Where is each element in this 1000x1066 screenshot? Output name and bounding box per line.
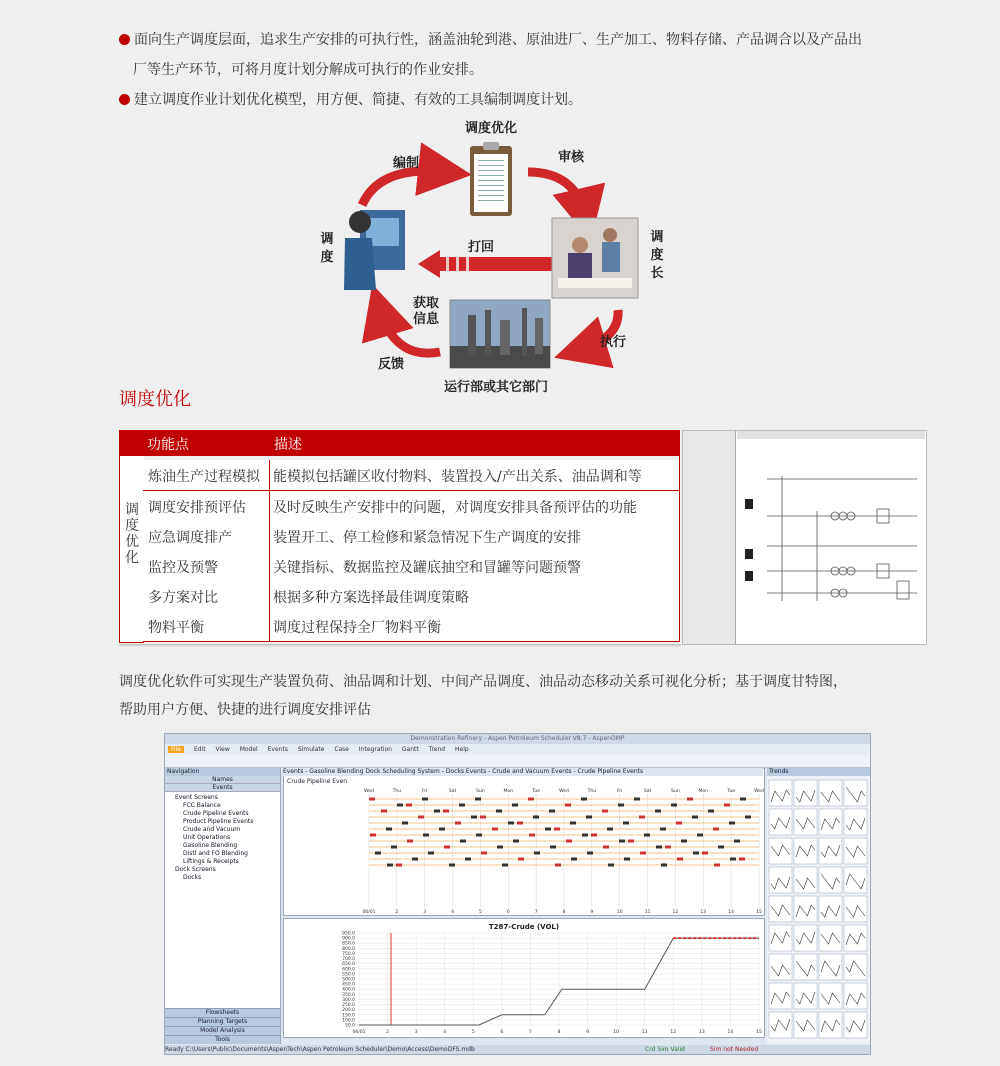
menu-trend[interactable]: Trend (428, 746, 446, 753)
gantt-event (512, 804, 518, 807)
gantt-event (708, 810, 714, 813)
trend-thumbnail (769, 925, 792, 951)
gantt-event (459, 804, 465, 807)
tree-item[interactable]: Crude Pipeline Events (183, 810, 249, 817)
gantt-event (692, 816, 698, 819)
gantt-event (660, 828, 666, 831)
gantt-x-tick: 9 (590, 910, 594, 915)
navigation-pane (165, 768, 281, 1044)
status-valid: Crd Sim Valid (645, 1046, 685, 1053)
gantt-event (529, 834, 535, 837)
gantt-event (423, 834, 429, 837)
bullet-1 (119, 26, 862, 54)
row-desc: 关键指标、数据监控及罐底抽空和冒罐等问题预警 (273, 560, 581, 576)
gantt-event (465, 858, 471, 861)
trend-thumbnail (794, 896, 817, 922)
trends-header: Trends (767, 768, 870, 776)
description-paragraph (119, 668, 909, 724)
gantt-event (518, 858, 524, 861)
trend-thumbnail (769, 867, 792, 893)
trend-x-tick: 4 (443, 1030, 447, 1035)
gantt-event (422, 798, 428, 801)
gantt-event (734, 840, 740, 843)
gantt-event (603, 846, 609, 849)
row-feature: 多方案对比 (148, 590, 218, 606)
gantt-day-label: Thu (587, 789, 597, 794)
menu-file[interactable]: File (168, 746, 184, 753)
gantt-day-label: Wed (559, 789, 569, 794)
gantt-event (444, 846, 450, 849)
gantt-x-tick: 7 (534, 910, 538, 915)
tree-item[interactable]: Dock Screens (175, 866, 216, 873)
gantt-event (406, 804, 412, 807)
trend-x-tick: 8 (557, 1030, 561, 1035)
gantt-event (418, 816, 424, 819)
row-desc: 调度过程保持全厂物料平衡 (273, 620, 441, 636)
gantt-event (397, 804, 403, 807)
trend-x-tick: 14 (727, 1030, 734, 1035)
trend-drawing (284, 919, 764, 1037)
gantt-x-tick: 15 (756, 910, 762, 915)
cycle-obtain-label: 获取信息 (412, 296, 439, 327)
trend-chart (283, 918, 765, 1038)
tree-item[interactable]: Distl and FO Blending (183, 850, 248, 857)
tree-item[interactable]: Event Screens (175, 794, 218, 801)
gantt-event (640, 852, 646, 855)
gantt-event (586, 816, 592, 819)
gantt-event (681, 840, 687, 843)
menu-events[interactable]: Events (267, 746, 288, 753)
gantt-event (745, 816, 751, 819)
gantt-event (656, 846, 662, 849)
gantt-event (528, 798, 534, 801)
gantt-event (412, 858, 418, 861)
gantt-event (369, 798, 375, 801)
document-tabs[interactable]: Events - Gasoline Blending Dock Scheduling System - Docks Events - Crude and Vacuum Events - Crude Pipeline Events (283, 768, 763, 776)
menu-edit[interactable]: Edit (193, 746, 206, 753)
status-bar (165, 1045, 870, 1054)
gantt-event (455, 822, 461, 825)
gantt-event (554, 828, 560, 831)
arrow-compile (362, 171, 445, 205)
gantt-event (671, 804, 677, 807)
nav-footer (165, 1008, 280, 1044)
tree-item[interactable]: Unit Operations (183, 834, 231, 841)
gantt-x-tick: 3 (423, 910, 427, 915)
gantt-event (591, 834, 597, 837)
gantt-event (581, 798, 587, 801)
cycle-top-label: 调度优化 (464, 121, 517, 136)
trend-x-tick: 12 (670, 1030, 677, 1035)
gantt-event (370, 834, 376, 837)
gantt-event (481, 852, 487, 855)
gantt-event (391, 846, 397, 849)
cycle-dispatcher-label: 调度 (320, 232, 334, 265)
gantt-x-tick: 11 (644, 910, 651, 915)
cycle-compile-label: 编制 (393, 156, 420, 171)
table-row (143, 611, 680, 642)
gantt-event (697, 834, 703, 837)
trend-y-tick: 100.0 (342, 1018, 355, 1024)
trend-title: T287-Crude (VOL) (488, 923, 560, 931)
app-menubar (165, 744, 870, 755)
gantt-event (496, 810, 502, 813)
gantt-day-label: Fri (617, 789, 623, 794)
trend-thumbnail (794, 809, 817, 835)
gantt-event (623, 822, 629, 825)
tree-item[interactable]: Gasoline Blending (183, 842, 238, 849)
row-desc: 能模拟包括罐区收付物料、装置投入/产出关系、油品调和等 (273, 469, 642, 485)
status-sim: Sim not Needed (710, 1046, 759, 1053)
gantt-event (434, 810, 440, 813)
menu-help[interactable]: Help (455, 746, 469, 753)
app-toolbar (165, 755, 870, 768)
gantt-event (428, 852, 434, 855)
gantt-event (497, 846, 503, 849)
trend-y-tick: 250.0 (342, 1003, 355, 1009)
tree-item[interactable]: Product Pipeline Events (183, 818, 254, 825)
gantt-event (607, 828, 613, 831)
table-header-desc: 描述 (274, 437, 302, 453)
trends-panel (767, 768, 870, 1044)
row-desc: 及时反映生产安排中的问题，对调度安排具备预评估的功能 (273, 500, 637, 516)
gantt-event (513, 840, 519, 843)
gantt-day-label: Wed (754, 789, 764, 794)
gantt-event (545, 828, 551, 831)
trend-thumbnail (819, 809, 842, 835)
gantt-event (375, 852, 381, 855)
trend-thumbnail (769, 954, 792, 980)
bullet-1-text: 面向生产调度层面，追求生产安排的可执行性，涵盖油轮到港、原油进厂、生产加工、物料存储、产品调合以及产品出 (134, 32, 862, 48)
dispatcher-illustration (344, 210, 405, 290)
trend-thumbnail (844, 954, 867, 980)
gantt-event (407, 840, 413, 843)
gantt-event (740, 798, 746, 801)
menu-gantt[interactable]: Gantt (401, 746, 419, 753)
bullet-dot-icon (119, 34, 130, 45)
trend-y-tick: 650.0 (342, 962, 355, 968)
trend-y-tick: 700.0 (342, 957, 355, 963)
gantt-event (402, 822, 408, 825)
gantt-event (533, 816, 539, 819)
trend-y-tick: 200.0 (342, 1008, 355, 1014)
menu-model[interactable]: Model (239, 746, 258, 753)
gantt-event (624, 858, 630, 861)
trend-y-tick: 550.0 (342, 972, 355, 978)
status-path: Ready C:\Users\Public\Documents\AspenTech\Aspen Petroleum Scheduler\Demo\Access\DemoDFS.mdb (165, 1046, 475, 1053)
trend-y-tick: 900.0 (342, 936, 355, 942)
bullet-dot-icon (119, 94, 130, 105)
trend-thumbnail (819, 780, 842, 806)
gantt-day-label: Sun (671, 789, 680, 794)
gantt-day-label: Sat (448, 789, 457, 794)
menu-case[interactable]: Case (334, 746, 349, 753)
gantt-event (718, 846, 724, 849)
table-row (143, 551, 680, 582)
trend-y-tick: 450.0 (342, 982, 355, 988)
gantt-event (555, 864, 561, 867)
screen-select[interactable]: Crude Pipeline Even (287, 778, 348, 785)
gantt-event (449, 864, 455, 867)
tree-item[interactable]: FCC Balance (183, 802, 221, 809)
gantt-event (571, 858, 577, 861)
bullet-1-cont: 厂等生产环节，可将月度计划分解成可执行的作业安排。 (133, 62, 483, 78)
gantt-event (582, 834, 588, 837)
gantt-event (729, 822, 735, 825)
gantt-event (534, 852, 540, 855)
trend-thumbnail (769, 1012, 792, 1038)
trend-thumbnail (794, 925, 817, 951)
trend-thumbnail (844, 925, 867, 951)
trend-x-tick: 15 (756, 1030, 762, 1035)
gantt-event (439, 828, 445, 831)
table-side-cell (119, 456, 144, 643)
gantt-event (618, 804, 624, 807)
trend-x-tick: 3 (414, 1030, 418, 1035)
gantt-event (387, 864, 393, 867)
trend-x-tick: 7 (528, 1030, 532, 1035)
gantt-event (639, 816, 645, 819)
gantt-event (480, 816, 486, 819)
row-feature: 炼油生产过程模拟 (148, 469, 260, 485)
trend-thumbnail (794, 954, 817, 980)
gantt-x-tick: 5 (478, 910, 482, 915)
gantt-event (443, 810, 449, 813)
nav-model-analysis[interactable]: Model Analysis (165, 1026, 280, 1035)
gantt-day-label: Fri (422, 789, 428, 794)
gantt-event (460, 840, 466, 843)
gantt-x-tick: 8 (562, 910, 566, 915)
gantt-event (724, 804, 730, 807)
gantt-event (693, 852, 699, 855)
trend-y-tick: 400.0 (342, 987, 355, 993)
gantt-event (655, 810, 661, 813)
flowsheet-screenshot (682, 430, 927, 645)
nav-tab-events[interactable]: Events (165, 784, 280, 792)
gantt-drawing (284, 769, 764, 915)
trend-y-tick: 750.0 (342, 951, 355, 957)
trend-y-tick: 50.0 (344, 1023, 355, 1029)
trend-thumbnail (819, 838, 842, 864)
table-row (143, 460, 680, 491)
menu-integration[interactable]: Integration (358, 746, 392, 753)
gantt-day-label: Wed (364, 789, 374, 794)
gantt-x-tick: 13 (700, 910, 707, 915)
table-row (143, 491, 680, 522)
nav-tab-names[interactable]: Names (165, 776, 280, 784)
menu-simulate[interactable]: Simulate (297, 746, 325, 753)
gantt-event (471, 816, 477, 819)
gantt-x-tick: 6 (506, 910, 510, 915)
trend-y-tick: 850.0 (342, 941, 355, 947)
flowsheet-drawing (737, 431, 925, 644)
trend-x-tick: 6 (500, 1030, 504, 1035)
gantt-event (566, 840, 572, 843)
gantt-event (730, 858, 736, 861)
gantt-event (739, 858, 745, 861)
table-shadow (119, 644, 681, 647)
gantt-x-tick: 12 (672, 910, 679, 915)
gantt-event (644, 834, 650, 837)
gantt-event (508, 822, 514, 825)
trend-thumbnail (819, 1012, 842, 1038)
gantt-event (396, 864, 402, 867)
gantt-event (602, 810, 608, 813)
table-row (143, 581, 680, 612)
trend-thumbnails (767, 776, 870, 1042)
cycle-bottom-label: 运行部或其它部门 (443, 380, 548, 395)
gantt-event (502, 864, 508, 867)
gantt-x-tick: 2 (395, 910, 399, 915)
nav-header: Navigation (165, 768, 280, 776)
nav-planning-targets[interactable]: Planning Targets (165, 1017, 280, 1026)
gantt-event (587, 852, 593, 855)
trend-x-tick: 10 (613, 1030, 620, 1035)
row-desc: 根据多种方案选择最佳调度策略 (273, 590, 469, 606)
trend-thumbnail (844, 780, 867, 806)
paragraph-line-1: 调度优化软件可实现生产装置负荷、油品调和计划、中间产品调度、油品动态移动关系可视化分析；基于调度甘特图， (119, 674, 847, 690)
gantt-day-label: Mon (503, 789, 514, 794)
gantt-event (549, 810, 555, 813)
trend-y-tick: 350.0 (342, 992, 355, 998)
gantt-x-tick: 14 (728, 910, 735, 915)
clipboard-icon (470, 146, 512, 216)
table-header (119, 430, 680, 456)
gantt-event (628, 840, 634, 843)
trend-thumbnail (769, 983, 792, 1009)
cycle-execute-label: 执行 (600, 335, 627, 350)
gantt-event (714, 864, 720, 867)
trend-thumbnail (794, 780, 817, 806)
trend-x-tick: 13 (698, 1030, 705, 1035)
app-title: Demonstration Refinery - Aspen Petroleum Scheduler V8.7 - AspenOMP (165, 734, 870, 744)
gantt-event (570, 822, 576, 825)
table-header-feature: 功能点 (147, 437, 189, 453)
gantt-event (492, 828, 498, 831)
tree-item[interactable]: Liftings & Receipts (183, 858, 239, 865)
row-desc: 装置开工、停工检修和紧急情况下生产调度的安排 (273, 530, 581, 546)
arrow-review (528, 172, 585, 215)
gantt-event (619, 840, 625, 843)
gantt-day-label: Thu (392, 789, 402, 794)
gantt-event (550, 846, 556, 849)
paragraph-line-2: 帮助用户方便、快捷的进行调度安排评估 (119, 702, 371, 718)
section-title: 调度优化 (119, 389, 191, 410)
gantt-event (713, 828, 719, 831)
gantt-event (677, 858, 683, 861)
nav-tools[interactable]: Tools (165, 1035, 280, 1044)
trend-y-tick: 150.0 (342, 1013, 355, 1019)
gantt-event (608, 864, 614, 867)
gantt-day-label: Tue (727, 789, 735, 794)
menu-view[interactable]: View (215, 746, 230, 753)
gantt-event (661, 864, 667, 867)
gantt-x-tick: 06/01 (362, 910, 376, 915)
cycle-review-label: 审核 (558, 150, 585, 165)
gantt-day-label: Mon (698, 789, 709, 794)
row-feature: 物料平衡 (148, 620, 204, 636)
table-right-border (679, 430, 680, 642)
trend-thumbnail (794, 838, 817, 864)
gantt-event (381, 810, 387, 813)
trend-x-tick: 06/01 (352, 1030, 366, 1035)
cycle-chief-label: 调度长 (650, 230, 664, 281)
trend-x-tick: 2 (386, 1030, 390, 1035)
trend-y-tick: 300.0 (342, 997, 355, 1003)
trend-x-tick: 5 (471, 1030, 475, 1035)
trend-x-tick: 11 (641, 1030, 648, 1035)
gantt-event (476, 834, 482, 837)
tree-item[interactable]: Crude and Vacuum (183, 826, 241, 833)
scheduler-app-screenshot (164, 733, 871, 1055)
cycle-return-label: 打回 (468, 240, 495, 255)
gantt-event (386, 828, 392, 831)
gantt-event (475, 798, 481, 801)
tree-item[interactable]: Docks (183, 874, 202, 881)
table-row (143, 521, 680, 552)
gantt-event (665, 846, 671, 849)
nav-tree (165, 792, 280, 882)
gantt-event (687, 798, 693, 801)
trend-y-tick: 600.0 (342, 967, 355, 973)
gantt-event (702, 852, 708, 855)
gantt-day-label: Sun (476, 789, 485, 794)
row-feature: 监控及预警 (148, 560, 218, 576)
trend-thumbnail (794, 867, 817, 893)
gantt-day-label: Sat (643, 789, 652, 794)
row-feature: 调度安排预评估 (148, 500, 246, 516)
gantt-event (634, 798, 640, 801)
row-feature: 应急调度排产 (148, 530, 232, 546)
gantt-event (565, 804, 571, 807)
trend-y-tick: 800.0 (342, 946, 355, 952)
trend-y-tick: 500.0 (342, 977, 355, 983)
trend-x-tick: 9 (586, 1030, 590, 1035)
gantt-event (517, 822, 523, 825)
gantt-event (676, 822, 682, 825)
gantt-day-label: Tue (532, 789, 540, 794)
nav-flowsheets[interactable]: Flowsheets (165, 1008, 280, 1017)
cycle-feedback-label: 反馈 (378, 357, 405, 372)
table-side-label: 调度优化 (125, 502, 139, 566)
trend-y-tick: 950.0 (342, 931, 355, 937)
gantt-x-tick: 4 (451, 910, 455, 915)
bullet-2-text: 建立调度作业计划优化模型，用方便、简捷、有效的工具编制调度计划。 (134, 92, 582, 108)
trend-thumbnail (819, 867, 842, 893)
gantt-chart (283, 768, 765, 916)
gantt-x-tick: 10 (616, 910, 623, 915)
trend-thumbnail (769, 896, 792, 922)
